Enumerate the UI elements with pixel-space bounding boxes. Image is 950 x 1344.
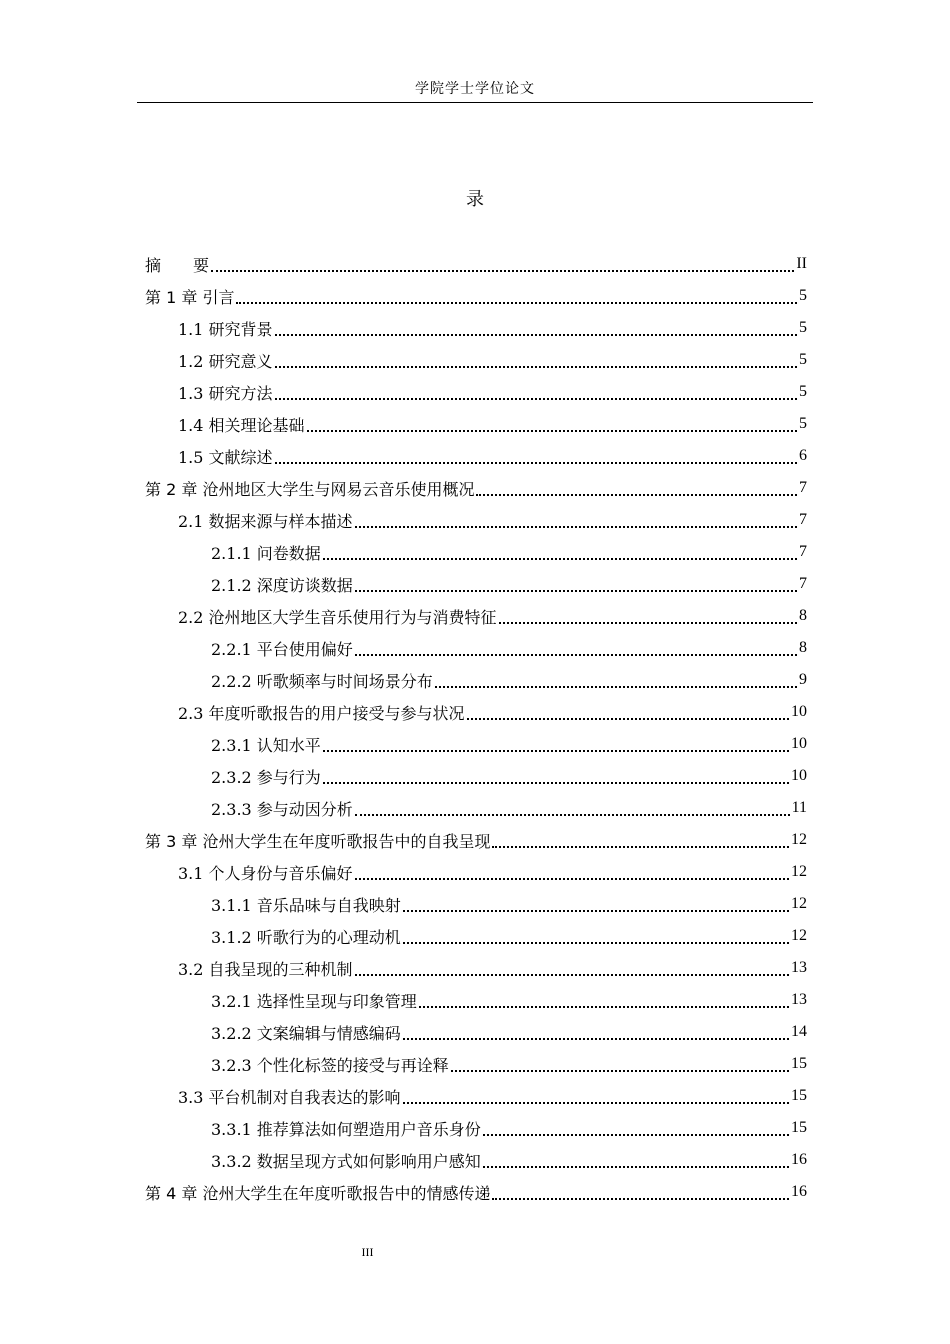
toc-subsection-entry[interactable]	[145, 1112, 807, 1144]
toc-entry-label: 3.2 自我呈现的三种机制	[178, 959, 353, 979]
toc-subsection-entry[interactable]	[145, 792, 807, 824]
toc-entry-page: 8	[799, 607, 807, 624]
toc-subsection-entry[interactable]	[145, 984, 807, 1016]
toc-entry-page: 13	[791, 991, 807, 1008]
toc-entry-page: 12	[791, 927, 807, 944]
toc-entry-label: 2.2 沧州地区大学生音乐使用行为与消费特征	[178, 607, 497, 627]
dot-leader	[403, 909, 789, 912]
dot-leader	[323, 749, 789, 752]
toc-subsection-entry[interactable]	[145, 1016, 807, 1048]
dot-leader	[435, 685, 797, 688]
toc-entry-page: 5	[799, 351, 807, 368]
toc-section-entry[interactable]	[145, 344, 807, 376]
dot-leader	[483, 1165, 789, 1168]
dot-leader	[403, 1037, 789, 1040]
toc-entry-page: 5	[799, 287, 807, 304]
toc-entry-label: 2.3 年度听歌报告的用户接受与参与状况	[178, 703, 465, 723]
toc-section-entry[interactable]	[145, 952, 807, 984]
toc-entry-label: 3.1.1 音乐品味与自我映射	[211, 895, 401, 915]
toc-entry-label: 3.3.1 推荐算法如何塑造用户音乐身份	[211, 1119, 481, 1139]
toc-subsection-entry[interactable]	[145, 728, 807, 760]
toc-section-entry[interactable]	[145, 376, 807, 408]
toc-subsection-entry[interactable]	[145, 536, 807, 568]
toc-chapter-entry[interactable]	[145, 472, 807, 504]
dot-leader	[275, 397, 797, 400]
dot-leader	[323, 557, 797, 560]
dot-leader	[499, 621, 797, 624]
toc-entry-label: 3.2.2 文案编辑与情感编码	[211, 1023, 401, 1043]
toc-entry-label: 第 4 章 沧州大学生在年度听歌报告中的情感传递	[145, 1183, 491, 1203]
dot-leader	[483, 1133, 789, 1136]
toc-entry-label: 1.2 研究意义	[178, 351, 273, 371]
toc-entry-page: 15	[791, 1055, 807, 1072]
toc-entry-page: 10	[791, 735, 807, 752]
toc-entry-page: 11	[791, 799, 807, 816]
toc-chapter-entry[interactable]	[145, 1176, 807, 1208]
dot-leader	[307, 429, 797, 432]
toc-entry-page: 10	[791, 703, 807, 720]
toc-entry-page: 16	[791, 1151, 807, 1168]
toc-section-entry[interactable]	[145, 312, 807, 344]
toc-entry-page: II	[796, 255, 807, 272]
toc-entry-label: 2.2.1 平台使用偏好	[211, 639, 353, 659]
toc-entry-label: 1.3 研究方法	[178, 383, 273, 403]
dot-leader	[275, 461, 797, 464]
toc-title: 录	[466, 189, 484, 210]
dot-leader	[355, 525, 797, 528]
dot-leader	[403, 1101, 789, 1104]
header-rule	[137, 102, 813, 103]
dot-leader	[355, 813, 790, 816]
dot-leader	[355, 589, 797, 592]
toc-entry-label: 3.1.2 听歌行为的心理动机	[211, 927, 401, 947]
toc-subsection-entry[interactable]	[145, 888, 807, 920]
dot-leader	[492, 845, 789, 848]
toc-entry-page: 6	[799, 447, 807, 464]
table-of-contents	[145, 248, 807, 1208]
toc-entry-label: 3.3.2 数据呈现方式如何影响用户感知	[211, 1151, 481, 1171]
toc-entry-page: 15	[791, 1087, 807, 1104]
toc-chapter-entry[interactable]	[145, 280, 807, 312]
dot-leader	[476, 493, 797, 496]
toc-entry-label: 摘 要	[145, 255, 210, 275]
toc-entry-page: 13	[791, 959, 807, 976]
dot-leader	[275, 333, 797, 336]
toc-entry-label: 1.5 文献综述	[178, 447, 273, 467]
dot-leader	[323, 781, 789, 784]
toc-entry-page: 7	[799, 479, 807, 496]
toc-subsection-entry[interactable]	[145, 1144, 807, 1176]
toc-entry-page: 8	[799, 639, 807, 656]
toc-section-entry[interactable]	[145, 408, 807, 440]
running-header: 学院学士学位论文	[415, 81, 535, 97]
toc-entry-page: 7	[799, 575, 807, 592]
toc-subsection-entry[interactable]	[145, 1048, 807, 1080]
toc-subsection-entry[interactable]	[145, 664, 807, 696]
toc-entry-page: 15	[791, 1119, 807, 1136]
toc-section-entry[interactable]	[145, 1080, 807, 1112]
dot-leader	[355, 877, 789, 880]
toc-entry-label: 2.1 数据来源与样本描述	[178, 511, 353, 531]
toc-entry-label: 2.3.2 参与行为	[211, 767, 321, 787]
dot-leader	[275, 365, 797, 368]
toc-entry-label: 3.2.1 选择性呈现与印象管理	[211, 991, 417, 1011]
toc-entry-label: 2.1.1 问卷数据	[211, 543, 321, 563]
toc-entry-page: 5	[799, 383, 807, 400]
toc-entry-label: 2.1.2 深度访谈数据	[211, 575, 353, 595]
toc-section-entry[interactable]	[145, 600, 807, 632]
dot-leader	[211, 269, 794, 272]
toc-entry-page: 10	[791, 767, 807, 784]
toc-entry-page: 12	[791, 831, 807, 848]
toc-subsection-entry[interactable]	[145, 568, 807, 600]
dot-leader	[492, 1197, 789, 1200]
toc-entry-label: 2.3.3 参与动因分析	[211, 799, 353, 819]
dot-leader	[451, 1069, 789, 1072]
toc-entry-label: 第 3 章 沧州大学生在年度听歌报告中的自我呈现	[145, 831, 491, 851]
dot-leader	[236, 301, 797, 304]
toc-section-entry[interactable]	[145, 856, 807, 888]
toc-section-entry[interactable]	[145, 696, 807, 728]
toc-entry-label: 3.3 平台机制对自我表达的影响	[178, 1087, 401, 1107]
toc-entry-page: 16	[791, 1183, 807, 1200]
page-number-footer: III	[361, 1245, 374, 1259]
toc-subsection-entry[interactable]	[145, 632, 807, 664]
toc-entry-page: 7	[799, 511, 807, 528]
toc-subsection-entry[interactable]	[145, 760, 807, 792]
dot-leader	[403, 941, 789, 944]
dot-leader	[467, 717, 789, 720]
toc-entry-page: 5	[799, 415, 807, 432]
toc-entry-label: 2.3.1 认知水平	[211, 735, 321, 755]
toc-entry-page: 14	[791, 1023, 807, 1040]
toc-entry-label: 1.1 研究背景	[178, 319, 273, 339]
toc-entry-page: 9	[799, 671, 807, 688]
toc-entry-label: 3.2.3 个性化标签的接受与再诠释	[211, 1055, 449, 1075]
dot-leader	[355, 973, 789, 976]
toc-subsection-entry[interactable]	[145, 920, 807, 952]
toc-chapter-entry[interactable]	[145, 824, 807, 856]
dot-leader	[419, 1005, 789, 1008]
toc-section-entry[interactable]	[145, 504, 807, 536]
toc-entry-page: 5	[799, 319, 807, 336]
toc-entry-label: 第 2 章 沧州地区大学生与网易云音乐使用概况	[145, 479, 475, 499]
dot-leader	[355, 653, 797, 656]
toc-entry-label: 第 1 章 引言	[145, 287, 235, 307]
toc-section-entry[interactable]	[145, 440, 807, 472]
toc-entry-page: 12	[791, 863, 807, 880]
toc-entry-page: 12	[791, 895, 807, 912]
toc-entry-label: 3.1 个人身份与音乐偏好	[178, 863, 353, 883]
toc-entry-label: 2.2.2 听歌频率与时间场景分布	[211, 671, 433, 691]
toc-entry-page: 7	[799, 543, 807, 560]
toc-chapter-entry[interactable]	[145, 248, 807, 280]
toc-entry-label: 1.4 相关理论基础	[178, 415, 305, 435]
